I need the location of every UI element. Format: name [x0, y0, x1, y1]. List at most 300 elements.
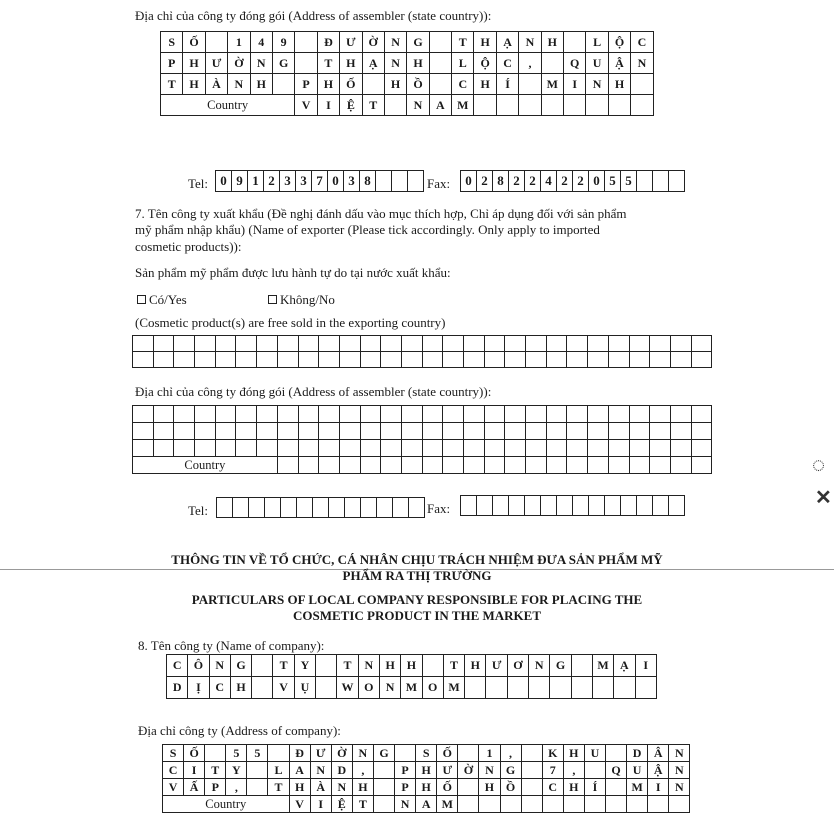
char-cell[interactable] — [257, 440, 278, 457]
digit-box[interactable] — [265, 498, 281, 518]
char-cell[interactable] — [277, 440, 298, 457]
char-cell[interactable]: N — [209, 655, 230, 677]
char-cell[interactable] — [205, 32, 227, 53]
char-cell[interactable]: H — [384, 74, 406, 95]
country-char-cell[interactable] — [670, 457, 691, 474]
char-cell[interactable]: H — [183, 74, 205, 95]
digit-box[interactable]: 2 — [525, 171, 541, 192]
char-cell[interactable] — [319, 440, 340, 457]
char-cell[interactable] — [629, 423, 650, 440]
char-cell[interactable] — [319, 352, 340, 368]
country-char-cell[interactable] — [650, 457, 671, 474]
char-cell[interactable] — [298, 352, 319, 368]
char-cell[interactable]: 1 — [479, 745, 500, 762]
char-cell[interactable] — [174, 352, 195, 368]
char-cell[interactable] — [670, 352, 691, 368]
char-cell[interactable]: N — [669, 762, 690, 779]
char-cell[interactable] — [691, 336, 712, 352]
char-cell[interactable]: N — [352, 745, 373, 762]
country-char-cell[interactable] — [458, 796, 479, 813]
char-cell[interactable] — [298, 423, 319, 440]
digit-box[interactable] — [653, 496, 669, 516]
digit-box[interactable] — [408, 171, 424, 192]
char-cell[interactable] — [362, 74, 384, 95]
char-cell[interactable]: H — [563, 779, 584, 796]
char-cell[interactable] — [401, 423, 422, 440]
char-cell[interactable]: S — [416, 745, 437, 762]
tel-boxes-2[interactable] — [216, 497, 425, 518]
char-cell[interactable] — [567, 352, 588, 368]
digit-box[interactable] — [233, 498, 249, 518]
char-cell[interactable] — [381, 423, 402, 440]
char-cell[interactable] — [360, 423, 381, 440]
char-cell[interactable]: Ồ — [500, 779, 521, 796]
country-char-cell[interactable] — [584, 796, 605, 813]
char-cell[interactable]: D — [331, 762, 352, 779]
country-char-cell[interactable] — [567, 457, 588, 474]
digit-box[interactable]: 8 — [493, 171, 509, 192]
char-cell[interactable]: Ậ — [608, 53, 630, 74]
digit-box[interactable] — [493, 496, 509, 516]
char-cell[interactable] — [215, 406, 236, 423]
char-cell[interactable] — [247, 762, 268, 779]
char-cell[interactable]: H — [407, 53, 429, 74]
char-cell[interactable] — [588, 440, 609, 457]
char-cell[interactable]: Ạ — [496, 32, 518, 53]
char-cell[interactable] — [608, 423, 629, 440]
country-char-cell[interactable] — [542, 796, 563, 813]
char-cell[interactable]: V — [163, 779, 184, 796]
char-cell[interactable]: H — [289, 779, 310, 796]
char-cell[interactable]: À — [310, 779, 331, 796]
char-cell[interactable]: G — [230, 655, 251, 677]
char-cell[interactable] — [629, 336, 650, 352]
char-cell[interactable] — [670, 423, 691, 440]
char-cell[interactable] — [505, 406, 526, 423]
country-char-cell[interactable] — [422, 457, 443, 474]
char-cell[interactable] — [443, 423, 464, 440]
digit-box[interactable] — [345, 498, 361, 518]
char-cell[interactable]: Ụ — [294, 677, 315, 699]
char-cell[interactable] — [257, 423, 278, 440]
country-char-cell[interactable] — [479, 796, 500, 813]
char-cell[interactable]: T — [273, 655, 294, 677]
char-cell[interactable]: H — [352, 779, 373, 796]
char-cell[interactable]: N — [669, 779, 690, 796]
char-cell[interactable]: H — [416, 762, 437, 779]
char-cell[interactable] — [153, 423, 174, 440]
char-cell[interactable] — [584, 762, 605, 779]
digit-box[interactable]: 5 — [621, 171, 637, 192]
char-cell[interactable] — [588, 352, 609, 368]
char-cell[interactable]: N — [331, 779, 352, 796]
char-cell[interactable]: Ị — [188, 677, 209, 699]
digit-box[interactable] — [461, 496, 477, 516]
char-cell[interactable]: C — [631, 32, 653, 53]
char-cell[interactable]: I — [648, 779, 669, 796]
digit-box[interactable] — [361, 498, 377, 518]
char-cell[interactable]: C — [496, 53, 518, 74]
char-cell[interactable] — [629, 352, 650, 368]
country-char-cell[interactable]: V — [295, 95, 317, 116]
char-cell[interactable]: 7 — [542, 762, 563, 779]
char-cell[interactable] — [298, 336, 319, 352]
digit-box[interactable] — [313, 498, 329, 518]
char-cell[interactable]: Í — [584, 779, 605, 796]
char-cell[interactable]: T — [452, 32, 474, 53]
digit-box[interactable]: 4 — [541, 171, 557, 192]
char-cell[interactable]: W — [337, 677, 358, 699]
char-cell[interactable] — [195, 406, 216, 423]
char-cell[interactable] — [360, 440, 381, 457]
char-cell[interactable]: S — [161, 32, 183, 53]
char-cell[interactable]: G — [407, 32, 429, 53]
char-cell[interactable]: Ồ — [407, 74, 429, 95]
char-cell[interactable] — [429, 74, 451, 95]
char-cell[interactable]: Ố — [183, 32, 205, 53]
char-cell[interactable]: P — [161, 53, 183, 74]
char-cell[interactable]: N — [310, 762, 331, 779]
char-cell[interactable]: M — [627, 779, 648, 796]
char-cell[interactable]: , — [563, 762, 584, 779]
char-cell[interactable]: K — [542, 745, 563, 762]
char-cell[interactable]: 5 — [226, 745, 247, 762]
char-cell[interactable]: Ộ — [608, 32, 630, 53]
digit-box[interactable] — [509, 496, 525, 516]
country-char-cell[interactable] — [563, 796, 584, 813]
char-cell[interactable] — [588, 336, 609, 352]
char-cell[interactable] — [277, 352, 298, 368]
char-cell[interactable]: T — [317, 53, 339, 74]
char-cell[interactable] — [422, 655, 443, 677]
char-cell[interactable] — [521, 762, 542, 779]
digit-box[interactable]: 0 — [328, 171, 344, 192]
char-cell[interactable] — [339, 423, 360, 440]
country-char-cell[interactable] — [464, 457, 485, 474]
digit-box[interactable]: 1 — [248, 171, 264, 192]
char-cell[interactable] — [546, 440, 567, 457]
char-cell[interactable]: P — [395, 779, 416, 796]
char-cell[interactable] — [588, 406, 609, 423]
char-cell[interactable] — [381, 336, 402, 352]
digit-box[interactable] — [637, 496, 653, 516]
char-cell[interactable]: P — [295, 74, 317, 95]
char-cell[interactable]: C — [163, 762, 184, 779]
char-cell[interactable] — [526, 406, 547, 423]
digit-box[interactable]: 2 — [509, 171, 525, 192]
char-cell[interactable] — [670, 406, 691, 423]
char-cell[interactable] — [546, 352, 567, 368]
digit-box[interactable]: 3 — [296, 171, 312, 192]
char-cell[interactable] — [443, 406, 464, 423]
digit-box[interactable] — [637, 171, 653, 192]
digit-box[interactable] — [525, 496, 541, 516]
char-cell[interactable]: H — [317, 74, 339, 95]
char-cell[interactable] — [360, 406, 381, 423]
char-cell[interactable] — [153, 440, 174, 457]
country-char-cell[interactable] — [526, 457, 547, 474]
char-cell[interactable]: Ộ — [474, 53, 496, 74]
char-cell[interactable]: P — [205, 779, 226, 796]
char-cell[interactable] — [458, 779, 479, 796]
char-cell[interactable] — [133, 440, 154, 457]
digit-box[interactable]: 2 — [477, 171, 493, 192]
char-cell[interactable] — [464, 352, 485, 368]
char-cell[interactable]: I — [184, 762, 205, 779]
char-cell[interactable] — [526, 423, 547, 440]
char-cell[interactable] — [381, 352, 402, 368]
char-cell[interactable] — [174, 406, 195, 423]
char-cell[interactable] — [133, 336, 154, 352]
char-cell[interactable]: T — [443, 655, 464, 677]
char-cell[interactable]: C — [542, 779, 563, 796]
char-cell[interactable] — [339, 440, 360, 457]
country-char-cell[interactable] — [586, 95, 608, 116]
char-cell[interactable]: H — [474, 74, 496, 95]
char-cell[interactable] — [521, 745, 542, 762]
char-cell[interactable] — [360, 336, 381, 352]
char-cell[interactable] — [465, 677, 486, 699]
char-cell[interactable] — [236, 336, 257, 352]
char-cell[interactable] — [236, 406, 257, 423]
char-cell[interactable]: Ư — [310, 745, 331, 762]
char-cell[interactable] — [195, 336, 216, 352]
digit-box[interactable] — [329, 498, 345, 518]
tel-boxes-1[interactable] — [215, 170, 424, 192]
char-cell[interactable] — [567, 406, 588, 423]
char-cell[interactable]: H — [250, 74, 272, 95]
digit-box[interactable] — [249, 498, 265, 518]
country-char-cell[interactable] — [277, 457, 298, 474]
char-cell[interactable] — [319, 406, 340, 423]
digit-box[interactable]: 2 — [573, 171, 589, 192]
digit-box[interactable] — [392, 171, 408, 192]
char-cell[interactable] — [319, 336, 340, 352]
char-cell[interactable] — [153, 406, 174, 423]
country-char-cell[interactable] — [631, 95, 653, 116]
char-cell[interactable] — [360, 352, 381, 368]
digit-box[interactable] — [605, 496, 621, 516]
char-cell[interactable]: S — [163, 745, 184, 762]
char-cell[interactable]: Ạ — [614, 655, 635, 677]
char-cell[interactable] — [381, 406, 402, 423]
char-cell[interactable] — [670, 440, 691, 457]
country-char-cell[interactable] — [474, 95, 496, 116]
char-cell[interactable] — [484, 352, 505, 368]
char-cell[interactable] — [458, 745, 479, 762]
digit-box[interactable]: 0 — [216, 171, 232, 192]
country-char-cell[interactable]: Ệ — [340, 95, 362, 116]
country-char-cell[interactable] — [541, 95, 563, 116]
char-cell[interactable] — [401, 336, 422, 352]
char-cell[interactable]: L — [268, 762, 289, 779]
char-cell[interactable]: M — [443, 677, 464, 699]
char-cell[interactable]: T — [205, 762, 226, 779]
char-cell[interactable] — [567, 336, 588, 352]
digit-box[interactable]: 2 — [264, 171, 280, 192]
country-char-cell[interactable] — [401, 457, 422, 474]
country-char-cell[interactable] — [319, 457, 340, 474]
char-cell[interactable]: N — [379, 677, 400, 699]
fax-boxes-1[interactable] — [460, 170, 685, 192]
digit-box[interactable] — [377, 498, 393, 518]
digit-box[interactable] — [541, 496, 557, 516]
char-cell[interactable] — [505, 352, 526, 368]
digit-box[interactable] — [409, 498, 425, 518]
char-cell[interactable]: I — [635, 655, 656, 677]
assembler-address-grid-empty[interactable] — [132, 405, 712, 474]
digit-box[interactable] — [477, 496, 493, 516]
char-cell[interactable]: G — [272, 53, 294, 74]
char-cell[interactable]: H — [563, 745, 584, 762]
char-cell[interactable]: C — [209, 677, 230, 699]
char-cell[interactable]: G — [373, 745, 394, 762]
char-cell[interactable]: Ờ — [228, 53, 250, 74]
char-cell[interactable]: Ờ — [331, 745, 352, 762]
char-cell[interactable] — [373, 779, 394, 796]
char-cell[interactable]: Ố — [437, 779, 458, 796]
char-cell[interactable] — [605, 779, 626, 796]
country-char-cell[interactable] — [298, 457, 319, 474]
char-cell[interactable]: Ố — [340, 74, 362, 95]
char-cell[interactable] — [215, 440, 236, 457]
char-cell[interactable] — [464, 423, 485, 440]
digit-box[interactable]: 3 — [344, 171, 360, 192]
char-cell[interactable]: Â — [648, 745, 669, 762]
char-cell[interactable]: Ư — [205, 53, 227, 74]
char-cell[interactable] — [650, 336, 671, 352]
yes-checkbox[interactable] — [137, 295, 146, 304]
yes-option[interactable] — [137, 292, 187, 308]
char-cell[interactable] — [252, 677, 273, 699]
char-cell[interactable]: N — [669, 745, 690, 762]
char-cell[interactable] — [257, 406, 278, 423]
char-cell[interactable] — [484, 423, 505, 440]
char-cell[interactable] — [443, 336, 464, 352]
char-cell[interactable] — [484, 406, 505, 423]
char-cell[interactable] — [422, 352, 443, 368]
char-cell[interactable] — [422, 440, 443, 457]
digit-box[interactable] — [669, 496, 685, 516]
char-cell[interactable] — [195, 440, 216, 457]
digit-box[interactable]: 0 — [589, 171, 605, 192]
char-cell[interactable] — [464, 336, 485, 352]
country-char-cell[interactable] — [691, 457, 712, 474]
country-char-cell[interactable]: T — [362, 95, 384, 116]
char-cell[interactable] — [401, 352, 422, 368]
char-cell[interactable] — [257, 352, 278, 368]
char-cell[interactable] — [519, 74, 541, 95]
digit-box[interactable] — [376, 171, 392, 192]
char-cell[interactable] — [195, 423, 216, 440]
char-cell[interactable] — [153, 352, 174, 368]
char-cell[interactable] — [521, 779, 542, 796]
char-cell[interactable]: N — [529, 655, 550, 677]
char-cell[interactable] — [614, 677, 635, 699]
char-cell[interactable] — [567, 440, 588, 457]
char-cell[interactable] — [295, 53, 317, 74]
char-cell[interactable] — [631, 74, 653, 95]
char-cell[interactable]: N — [631, 53, 653, 74]
char-cell[interactable] — [339, 352, 360, 368]
char-cell[interactable]: N — [479, 762, 500, 779]
country-char-cell[interactable]: Ệ — [331, 796, 352, 813]
char-cell[interactable]: Ư — [340, 32, 362, 53]
char-cell[interactable]: H — [183, 53, 205, 74]
char-cell[interactable] — [215, 336, 236, 352]
char-cell[interactable] — [316, 655, 337, 677]
char-cell[interactable]: H — [479, 779, 500, 796]
char-cell[interactable]: Q — [564, 53, 586, 74]
char-cell[interactable] — [564, 32, 586, 53]
char-cell[interactable] — [422, 406, 443, 423]
country-char-cell[interactable]: T — [352, 796, 373, 813]
country-char-cell[interactable]: N — [395, 796, 416, 813]
char-cell[interactable] — [401, 440, 422, 457]
char-cell[interactable] — [295, 32, 317, 53]
char-cell[interactable]: , — [352, 762, 373, 779]
char-cell[interactable]: 5 — [247, 745, 268, 762]
digit-box[interactable] — [393, 498, 409, 518]
char-cell[interactable]: H — [474, 32, 496, 53]
char-cell[interactable]: I — [564, 74, 586, 95]
char-cell[interactable] — [319, 423, 340, 440]
digit-box[interactable] — [589, 496, 605, 516]
char-cell[interactable] — [484, 336, 505, 352]
char-cell[interactable] — [526, 352, 547, 368]
char-cell[interactable]: L — [586, 32, 608, 53]
char-cell[interactable] — [650, 406, 671, 423]
char-cell[interactable]: Ơ — [507, 655, 528, 677]
country-char-cell[interactable]: I — [317, 95, 339, 116]
char-cell[interactable] — [464, 440, 485, 457]
digit-box[interactable] — [653, 171, 669, 192]
char-cell[interactable]: 1 — [228, 32, 250, 53]
country-char-cell[interactable]: A — [416, 796, 437, 813]
char-cell[interactable] — [546, 406, 567, 423]
char-cell[interactable] — [429, 32, 451, 53]
char-cell[interactable]: T — [337, 655, 358, 677]
char-cell[interactable] — [277, 423, 298, 440]
digit-box[interactable]: 0 — [461, 171, 477, 192]
country-char-cell[interactable] — [384, 95, 406, 116]
char-cell[interactable]: U — [627, 762, 648, 779]
char-cell[interactable] — [174, 336, 195, 352]
country-char-cell[interactable] — [605, 796, 626, 813]
char-cell[interactable] — [195, 352, 216, 368]
char-cell[interactable]: M — [401, 677, 422, 699]
char-cell[interactable]: G — [550, 655, 571, 677]
char-cell[interactable] — [422, 336, 443, 352]
char-cell[interactable]: Ư — [486, 655, 507, 677]
char-cell[interactable] — [608, 352, 629, 368]
country-char-cell[interactable] — [627, 796, 648, 813]
char-cell[interactable]: H — [230, 677, 251, 699]
char-cell[interactable]: H — [608, 74, 630, 95]
char-cell[interactable] — [571, 677, 592, 699]
char-cell[interactable]: O — [422, 677, 443, 699]
char-cell[interactable]: Q — [605, 762, 626, 779]
char-cell[interactable] — [691, 440, 712, 457]
company-address-grid[interactable] — [162, 744, 690, 813]
digit-box[interactable] — [557, 496, 573, 516]
char-cell[interactable] — [316, 677, 337, 699]
country-char-cell[interactable] — [521, 796, 542, 813]
char-cell[interactable] — [236, 352, 257, 368]
char-cell[interactable] — [277, 336, 298, 352]
char-cell[interactable] — [529, 677, 550, 699]
char-cell[interactable] — [133, 352, 154, 368]
